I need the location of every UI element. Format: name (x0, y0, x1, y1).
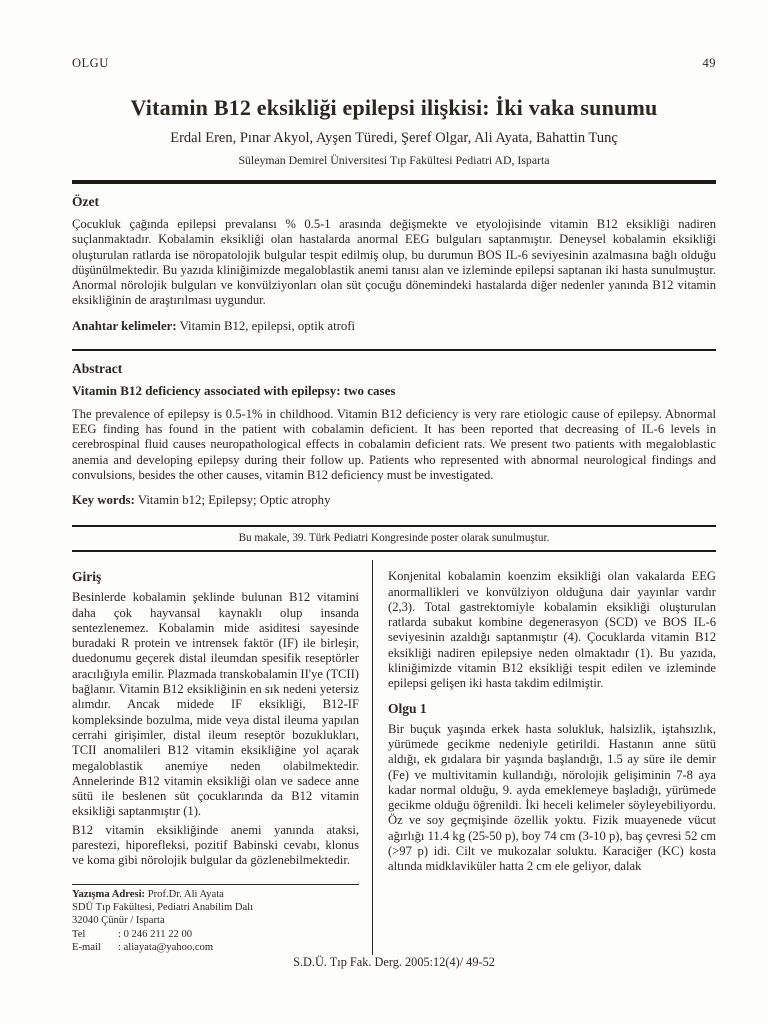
giris-heading: Giriş (72, 569, 102, 585)
correspondence-line-3: 32040 Çünür / Isparta (72, 915, 165, 927)
horizontal-rule-mid (72, 349, 716, 351)
ozet-keywords: Vitamin B12, epilepsi, optik atrofi (176, 318, 356, 333)
keywords-line (72, 493, 716, 508)
correspondence-line-1 (72, 888, 359, 901)
keywords: Vitamin b12; Epilepsy; Optic atrophy (134, 493, 331, 508)
authors-line: Erdal Eren, Pınar Akyol, Ayşen Türedi, Şeref Olgar, Ali Ayata, Bahattin Tunç (170, 130, 618, 146)
left-column (72, 560, 373, 954)
footnote-box (72, 525, 716, 552)
giris-paragraph-1: Besinlerde kobalamin şeklinde bulunan B12 vitamini daha çok hayvansal kaynaklı olup insanda sentezlenemez. Kobalamin mide asiditesi sayesinde buradaki R protein ve intrensek faktör (IF) ile birleşir, duedonumu geçerek distal ileumdan spesifik reseptörler aracılığıyla emilir. Plazmada transkobalamin II'ye (TCII) bağlanır. Vitamin B12 eksikliğinin en sık nedeni yetersiz alımdır. Ancak midede IF eksikliği, B12-IF kompleksinde bozulma, mide veya distal ileuma yapılan cerrahi girişimler, distal ileum reseptör bozuklukları, TCII anomalileri B12 vitamin eksikliğine yol açarak megaloblastik anemiye neden olabilmektedir. Annelerinde B12 vitamin eksikliği olan ve sadece anne sütü ile beslenen süt çocuklarında da B12 vitamin eksikliği saptanmıştır (1). (72, 590, 359, 819)
journal-citation-footer: S.D.Ü. Tıp Fak. Derg. 2005:12(4)/ 49-52 (293, 954, 495, 969)
correspondence-tel-row (72, 928, 359, 941)
correspondence-line-2: SDÜ Tıp Fakültesi, Pediatri Anabilim Dalı (72, 902, 254, 914)
email-value: : aliayata@yahoo.com (118, 942, 214, 954)
right-paragraph-1: Konjenital kobalamin koenzim eksikliği olan vakalarda EEG anormallikleri ve konvülziyon olduğuna dair yayınlar vardır (2,3). Total gastrektomiyle kobalamin eksikliği oluşturulan ratlarda subakut kombine degenerasyon (SCD) ve BOS IL-6 seviyesinin azaldığı saptanmıştır (4). Çocuklarda vitamin B12 eksikliği nadiren epilepsiye neden olmaktadır (1). Bu yazıda, kliniğimizde vitamin B12 eksikliği tespit edilen ve izleminde epilepsi gelişen iki hasta takdim edilmiştir. (388, 569, 716, 691)
two-column-body (72, 560, 716, 954)
olgu1-heading: Olgu 1 (388, 700, 427, 716)
giris-paragraph-2: B12 vitamin eksikliğinde anemi yanında ataksi, parestezi, hiporefleksi, pozitif Babinski cevabı, klonus ve koma gibi nörolojik bulgular da gözlenebilmektedir. (72, 822, 359, 868)
footnote-text: Bu makale, 39. Türk Pediatri Kongresinde poster olarak sunulmuştur. (238, 532, 550, 545)
ozet-keywords-label: Anahtar kelimeler: (72, 318, 177, 333)
correspondence-label: Yazışma Adresi: (72, 888, 146, 900)
ozet-heading: Özet (72, 194, 99, 209)
correspondence-name: Prof.Dr. Ali Ayata (145, 888, 224, 900)
tel-value: : 0 246 211 22 00 (118, 928, 193, 940)
keywords-label: Key words: (72, 493, 135, 508)
abstract-subtitle: Vitamin B12 deficiency associated with epilepsy: two cases (72, 382, 396, 398)
abstract-body: The prevalence of epilepsy is 0.5-1% in childhood. Vitamin B12 deficiency is very rare etiologic cause of epilepsy. Abnormal EEG finding has found in the patient with cobalamin deficient. It has been reported that decreasing of IL-6 levels in cerebrospinal fluid causes neuropathological effects in cobalamin deficient rats. We present two patients with megaloblastic anemia and developing epilepsy during their follow up. Patients who represented with abnormal neurological findings and convulsions, besides the other causes, vitamin B12 deficiency must be investigated. (72, 406, 716, 482)
section-label: OLGU (72, 56, 109, 70)
email-label: E-mail (72, 942, 101, 954)
ozet-body: Çocukluk çağında epilepsi prevalansı % 0.5-1 arasında değişmekte ve etyolojisinde vitamin B12 eksikliği nadiren suçlanmaktadır. Kobalamin eksikliği olan hastalarda anormal EEG bulguları saptanmıştır. Deneysel kobalamin eksikliği oluşturulan ratlarda ise nöropatolojik bulgular tespit edilmiş olup, bu durumun BOS IL-6 seviyesinin azalmasına bağlı olduğu düşünülmektedir. Bu yazıda kliniğimizde megaloblastik anemi tanısı alan ve izleminde epilepsi saptanan iki hasta sunulmuştur. Anormal nörolojik bulguları ve konvülziyonları olan süt çocuğu dönemindeki hastalarda diğer nedenler yanında B12 vitamin eksikliğinin de araştırılması uygundur. (72, 217, 716, 308)
right-column (373, 560, 716, 954)
ozet-keywords-line (72, 319, 716, 334)
page-header (72, 56, 716, 71)
correspondence-email-row (72, 941, 359, 954)
horizontal-rule-top (72, 180, 716, 184)
olgu1-paragraph: Bir buçuk yaşında erkek hasta solukluk, halsizlik, iştahsızlık, yürümede gecikme nedeniyle getirildi. Hastanın anne sütü aldığı, ek gıdalara bir yaşında başlandığı, 1.5 ay süre ile demir (Fe) ve multivitamin kullandığı, nörolojik gelişiminin 7-8 aya kadar normal olduğu, 9. ayda emeklemeye başladığı, yürümede gecikme olduğu öğrenildi. İki heceli kelimeler söyleyebiliyordu. Öz ve soy geçmişinde özellik yoktu. Fizik muayenede vücut ağırlığı 11.4 kg (25-50 p), boy 74 cm (3-10 p), baş çevresi 52 cm (>97 p) idi. Cilt ve mukozalar soluktu. Karaciğer (KC) kosta altında midklaviküler hatta 2 cm ele geliyor, dalak (388, 721, 716, 874)
affiliation-line: Süleyman Demirel Üniversitesi Tıp Fakültesi Pediatri AD, Isparta (238, 153, 550, 167)
correspondence-block (72, 884, 359, 955)
tel-label: Tel (72, 928, 86, 940)
page-number: 49 (702, 56, 716, 70)
abstract-heading: Abstract (72, 360, 123, 376)
article-title: Vitamin B12 eksikliği epilepsi ilişkisi: İki vaka sunumu (130, 95, 658, 120)
